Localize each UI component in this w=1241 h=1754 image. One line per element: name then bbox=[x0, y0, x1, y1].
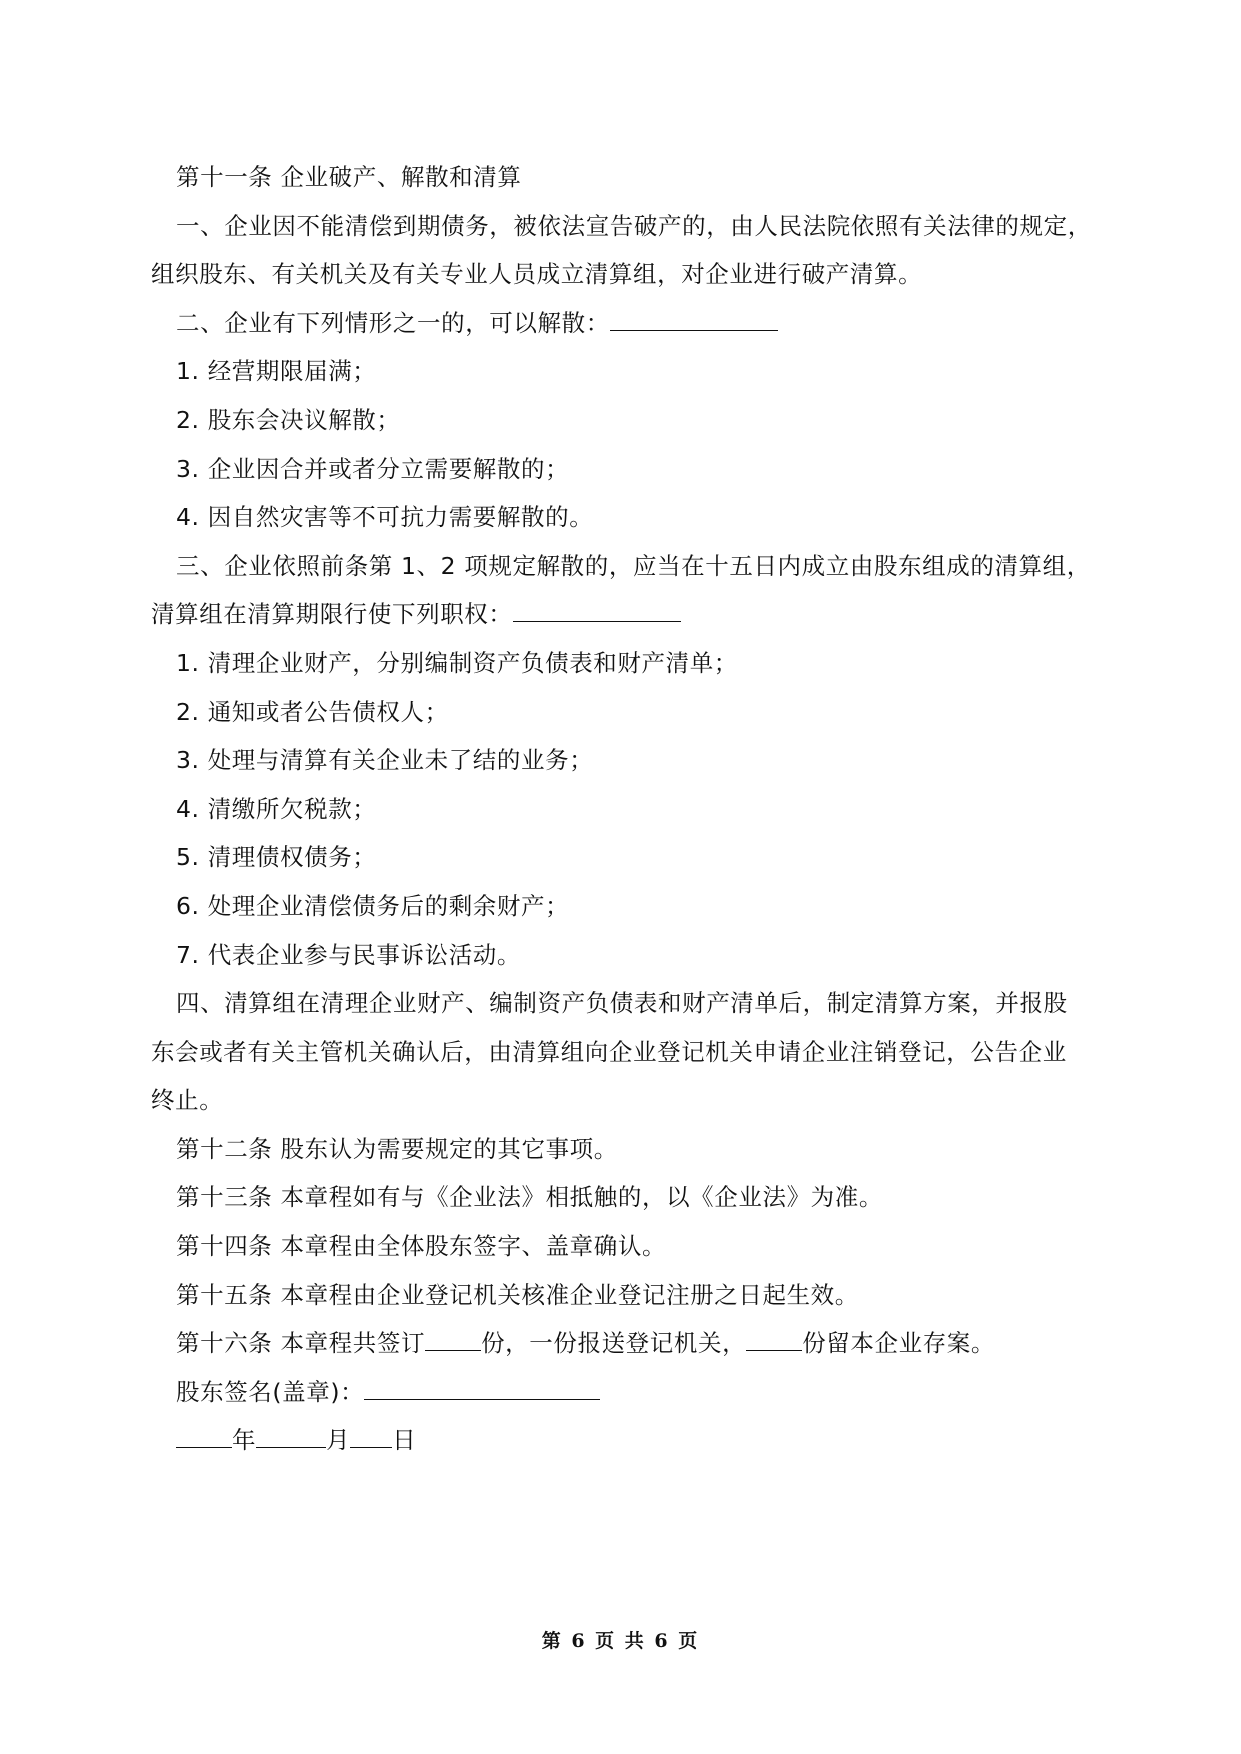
signature-line bbox=[151, 1368, 1111, 1417]
list-item: 2. 股东会决议解散； bbox=[176, 405, 401, 434]
paragraph-line bbox=[151, 590, 1111, 639]
signature-label: 股东签名(盖章)： bbox=[176, 1377, 365, 1406]
list-item: 5. 清理债权债务； bbox=[176, 843, 377, 872]
article-14: 第十四条 本章程由全体股东签字、盖章确认。 bbox=[176, 1232, 667, 1261]
article-11-paragraph-2 bbox=[151, 299, 1111, 348]
article-12: 第十二条 股东认为需要规定的其它事项。 bbox=[176, 1134, 618, 1163]
paragraph-line: 组织股东、有关机关及有关专业人员成立清算组，对企业进行破产清算。 bbox=[151, 260, 923, 289]
list-item: 1. 清理企业财产，分别编制资产负债表和财产清单； bbox=[176, 648, 738, 677]
list-item: 6. 处理企业清偿债务后的剩余财产； bbox=[176, 891, 570, 920]
list-item: 3. 处理与清算有关企业未了结的业务； bbox=[176, 746, 594, 775]
list-item: 4. 清缴所欠税款； bbox=[176, 794, 377, 823]
article-11-paragraph-3 bbox=[151, 542, 1111, 639]
paragraph-text: 份，一份报送登记机关， bbox=[481, 1329, 747, 1358]
paragraph-line: 四、清算组在清理企业财产、编制资产负债表和财产清单后，制定清算方案，并报股 bbox=[176, 989, 1068, 1018]
day-blank bbox=[350, 1427, 392, 1448]
date-line bbox=[151, 1416, 1111, 1465]
day-label: 日 bbox=[392, 1426, 417, 1455]
paragraph-line: 东会或者有关主管机关确认后，由清算组向企业登记机关申请企业注销登记，公告企业 bbox=[151, 1037, 1067, 1066]
list-item: 3. 企业因合并或者分立需要解散的； bbox=[176, 454, 570, 483]
month-label: 月 bbox=[326, 1426, 351, 1455]
archive-copies-blank bbox=[746, 1330, 802, 1351]
paragraph-text: 份留本企业存案。 bbox=[802, 1329, 995, 1358]
fill-in-blank bbox=[513, 601, 681, 622]
article-15: 第十五条 本章程由企业登记机关核准企业登记注册之日起生效。 bbox=[176, 1280, 859, 1309]
fill-in-blank bbox=[610, 310, 778, 331]
month-blank bbox=[256, 1427, 326, 1448]
article-11-paragraph-4 bbox=[151, 979, 1111, 1125]
paragraph-text: 清算组在清算期限行使下列职权： bbox=[151, 600, 513, 629]
article-13: 第十三条 本章程如有与《企业法》相抵触的，以《企业法》为准。 bbox=[176, 1183, 883, 1212]
paragraph-text: 第十六条 本章程共签订 bbox=[176, 1329, 426, 1358]
copies-blank bbox=[425, 1330, 481, 1351]
paragraph-line: 一、企业因不能清偿到期债务，被依法宣告破产的，由人民法院依照有关法律的规定， bbox=[176, 211, 1092, 240]
list-item: 7. 代表企业参与民事诉讼活动。 bbox=[176, 940, 521, 969]
paragraph-line: 终止。 bbox=[151, 1086, 224, 1115]
year-label: 年 bbox=[232, 1426, 257, 1455]
list-item: 2. 通知或者公告债权人； bbox=[176, 697, 449, 726]
paragraph-text: 二、企业有下列情形之一的，可以解散： bbox=[176, 308, 610, 337]
paragraph-line: 三、企业依照前条第 1、2 项规定解散的，应当在十五日内成立由股东组成的清算组， bbox=[176, 551, 1091, 580]
document-body bbox=[151, 153, 1111, 1465]
article-11-title: 第十一条 企业破产、解散和清算 bbox=[176, 163, 522, 191]
signature-blank bbox=[364, 1379, 600, 1400]
list-item: 1. 经营期限届满； bbox=[176, 357, 377, 386]
article-16 bbox=[151, 1319, 1111, 1368]
page-footer: 第 6 页 共 6 页 bbox=[541, 1630, 700, 1652]
article-11-paragraph-1 bbox=[151, 202, 1111, 299]
list-item: 4. 因自然灾害等不可抗力需要解散的。 bbox=[176, 503, 594, 532]
year-blank bbox=[176, 1427, 232, 1448]
